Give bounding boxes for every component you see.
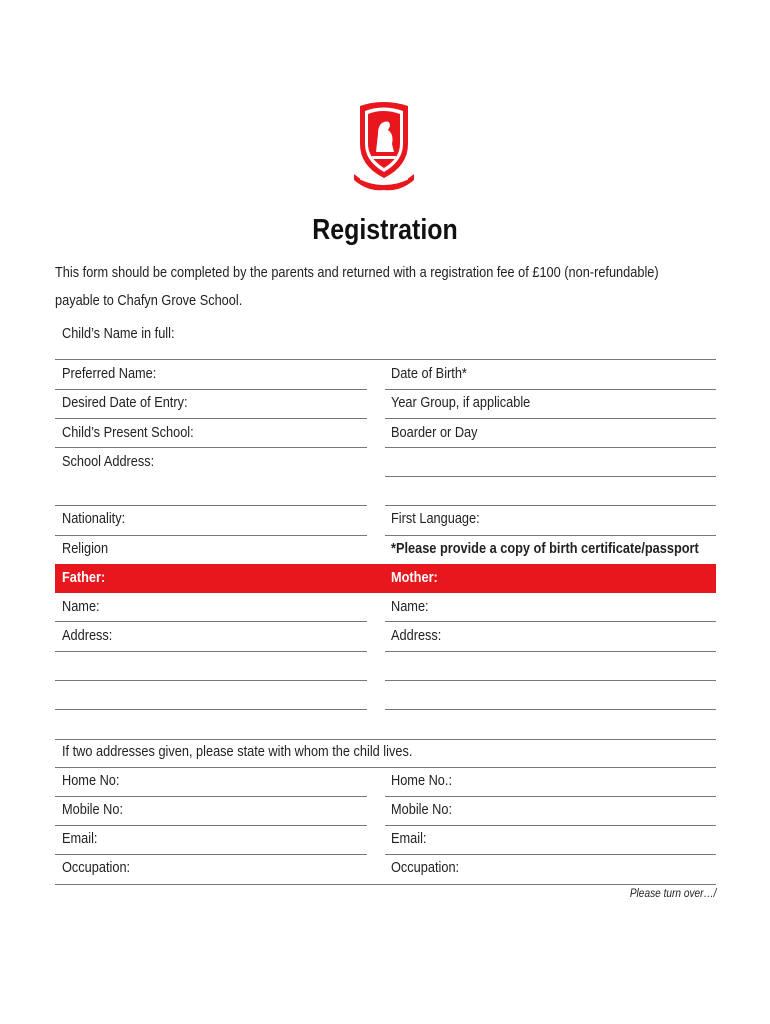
mother-mobile-no-label: Mobile No: (391, 802, 452, 818)
father-home-no-label: Home No: (62, 773, 120, 789)
mother-email-field[interactable] (385, 854, 716, 855)
childs-full-name-label: Child’s Name in full: (62, 326, 175, 342)
school-address-label: School Address: (62, 454, 155, 470)
page-title: Registration (312, 214, 458, 246)
year-group-field[interactable] (385, 418, 716, 419)
occupation-field[interactable] (55, 884, 716, 885)
mother-address-label: Address: (391, 628, 442, 644)
school-address-field-3[interactable] (385, 505, 716, 506)
mother-home-no-field[interactable] (385, 796, 716, 797)
please-turn-over-note: Please turn over…/ (629, 888, 716, 900)
school-crest-icon (348, 100, 420, 196)
father-address-field-3[interactable] (55, 709, 367, 710)
father-address-field-2[interactable] (55, 680, 367, 681)
two-addresses-note: If two addresses given, please state with whom the child lives. (62, 744, 413, 760)
father-email-label: Email: (62, 831, 98, 847)
father-name-field[interactable] (55, 621, 367, 622)
childs-full-name-field[interactable] (55, 359, 716, 360)
mother-address-field-3[interactable] (385, 709, 716, 710)
father-mobile-no-field[interactable] (55, 825, 367, 826)
first-language-field[interactable] (385, 535, 716, 536)
desired-date-of-entry-label: Desired Date of Entry: (62, 395, 188, 411)
father-occupation-label: Occupation: (62, 860, 131, 876)
mother-name-label: Name: (391, 599, 429, 615)
child-lives-with-field[interactable] (55, 767, 716, 768)
father-home-no-field[interactable] (55, 796, 367, 797)
present-school-label: Child’s Present School: (62, 425, 194, 441)
father-name-label: Name: (62, 599, 100, 615)
nationality-label: Nationality: (62, 511, 126, 527)
nationality-field[interactable] (55, 535, 367, 536)
date-of-birth-label: Date of Birth* (391, 366, 467, 382)
year-group-label: Year Group, if applicable (391, 395, 531, 411)
intro-line-2: payable to Chafyn Grove School. (55, 293, 243, 309)
father-address-label: Address: (62, 628, 113, 644)
boarder-or-day-field[interactable] (385, 447, 716, 448)
first-language-label: First Language: (391, 511, 480, 527)
school-address-field-2[interactable] (55, 505, 367, 506)
parents-heading-bar (55, 564, 716, 593)
mother-mobile-no-field[interactable] (385, 825, 716, 826)
birth-certificate-note: *Please provide a copy of birth certificate/passport (391, 541, 699, 557)
date-of-birth-field[interactable] (385, 389, 716, 390)
mother-email-label: Email: (391, 831, 427, 847)
mother-name-field[interactable] (385, 621, 716, 622)
father-address-field-1[interactable] (55, 651, 367, 652)
mother-heading: Mother: (391, 570, 438, 586)
intro-line-1: This form should be completed by the parents and returned with a registration fee of £100 (non-refundable) (55, 265, 659, 281)
preferred-name-label: Preferred Name: (62, 366, 157, 382)
present-school-field[interactable] (55, 447, 367, 448)
mother-occupation-label: Occupation: (391, 860, 460, 876)
mother-address-field-1[interactable] (385, 651, 716, 652)
desired-date-of-entry-field[interactable] (55, 418, 367, 419)
mother-address-field-2[interactable] (385, 680, 716, 681)
intro-text (55, 259, 671, 315)
father-mobile-no-label: Mobile No: (62, 802, 123, 818)
father-email-field[interactable] (55, 854, 367, 855)
father-heading: Father: (62, 570, 106, 586)
preferred-name-field[interactable] (55, 389, 367, 390)
address-field-4[interactable] (55, 739, 716, 740)
boarder-or-day-label: Boarder or Day (391, 425, 478, 441)
religion-label: Religion (62, 541, 109, 557)
school-address-field-1[interactable] (385, 476, 716, 477)
mother-home-no-label: Home No.: (391, 773, 452, 789)
